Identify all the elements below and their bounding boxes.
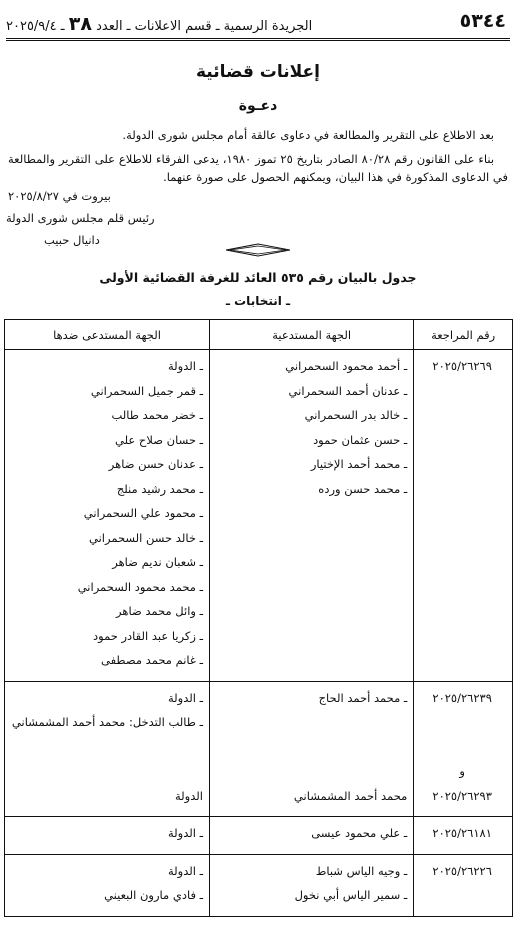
table-row [5,854,513,916]
applicant-name: ـ أحمد محمود السحمراني [285,359,408,373]
case-number [418,712,506,737]
cell-applicants [209,350,413,682]
respondent-name: ـ قمر جميل السحمراني [90,383,203,398]
cell-ref [414,681,513,817]
applicant-name [214,761,407,786]
case-number: ٢٠٢٥/٢٦١٨١ [432,826,492,840]
page-header [6,10,510,36]
respondent-name: ـ محمد رشيد منلج [116,481,203,496]
column-header-ref: رقم المراجعة [414,320,513,350]
case-number [418,885,506,910]
running-title-text: الجريدة الرسمية ـ قسم الاعلانات ـ العدد [96,19,313,34]
applicant-name [214,650,407,675]
applicant-name: ـ سمير الياس أبي نخول [294,888,408,902]
case-number [418,650,506,675]
respondent-name: ـ طالب التدخل: محمد أحمد المشمشاني [11,715,203,729]
respondent-name: ـ الدولة [168,863,203,878]
respondent-name: ـ غانم محمد مصطفى [101,653,203,667]
notice-heading: دعـوة [238,98,278,114]
case-number [418,479,506,504]
respondent-name: ـ فادي مارون البعيني [104,888,203,902]
respondent-name: ـ الدولة [168,826,203,840]
cell-applicants [209,854,413,916]
respondent-name: ـ الدولة [168,690,203,705]
applicant-name: محمد أحمد المشمشاني [293,788,408,803]
case-number [418,454,506,479]
applicant-name: ـ عدنان أحمد السحمراني [288,383,408,398]
signature-role: رئيس قلم مجلس شورى الدولة [6,211,155,225]
respondent-name: ـ الدولة [168,359,203,373]
case-number [418,577,506,602]
ornament-divider [226,243,290,257]
page-number: ٥٣٤٤ [459,10,506,32]
column-header-applicants: الجهة المستدعية [209,320,413,350]
respondent-name: ـ محمد محمود السحمراني [77,579,203,594]
respondent-name [9,761,203,786]
case-number [418,528,506,553]
signature-name: دانيال حبيب [44,233,100,247]
respondent-name: ـ خالد حسن السحمراني [89,530,203,545]
cell-ref [414,817,513,855]
table-title: جدول بالبيان رقم ٥٣٥ العائد للغرفة القضائية الأولى [99,270,417,285]
issue-number: ٣٨ [68,13,92,35]
case-number: ٢٠٢٥/٢٦٢٦٩ [432,359,492,373]
applicant-name [214,737,407,762]
case-number: ٢٠٢٥/٢٦٢٢٦ [432,863,492,878]
applicant-name [214,601,407,626]
respondent-name: ـ محمود علي السحمراني [83,506,203,520]
table-header-row [5,320,513,350]
running-title [6,13,312,35]
case-number [418,405,506,430]
issue-date: ـ ٢٠٢٥/٩/٤ [6,19,65,34]
applicant-name: ـ حسن عثمان حمود [313,432,408,447]
table-row [5,350,513,682]
case-number [418,503,506,528]
table-row [5,817,513,855]
column-header-respondents: الجهة المستدعى ضدها [5,320,210,350]
respondent-name: ـ وائل محمد ضاهر [116,604,203,618]
respondent-name: ـ زكريا عبد القادر حمود [93,628,203,643]
applicant-name: ـ محمد حسن ورده [318,481,408,496]
applicant-name: ـ محمد أحمد الحاج [318,690,408,705]
case-number [418,626,506,651]
applicant-name [214,577,407,602]
cell-respondents [5,817,210,855]
respondent-name [9,737,203,762]
table-row [5,681,513,817]
respondent-name: ـ عدنان حسن ضاهر [108,457,203,471]
respondent-name: ـ خضر محمد طالب [111,408,203,422]
case-number [418,381,506,406]
applicant-name [214,626,407,651]
notice-paragraph-1: بعد الاطلاع على التقرير والمطالعة في دعاوى عالقة أمام مجلس شورى الدولة. [122,128,494,142]
cell-ref [414,350,513,682]
cell-ref [414,854,513,916]
cell-respondents [5,350,210,682]
signature-date: بيروت في ٢٠٢٥/٨/٢٧ [8,189,111,203]
cell-applicants [209,681,413,817]
cell-respondents [5,854,210,916]
respondent-name: ـ حسان صلاح علي [115,432,203,447]
section-title: إعلانات قضائية [195,62,320,82]
case-number: ٢٠٢٥/٢٦٢٩٣ [432,788,492,803]
cases-table [4,319,513,917]
respondent-name: ـ شعبان نديم ضاهر [112,555,203,569]
applicant-name [214,503,407,528]
applicant-name [214,552,407,577]
case-number [418,430,506,455]
applicant-name [214,528,407,553]
applicant-name: ـ علي محمود عيسى [311,826,408,840]
case-number [418,552,506,577]
case-number: و [459,764,465,778]
case-number: ٢٠٢٥/٢٦٢٣٩ [432,690,492,705]
table-subtitle: ـ انتخابات ـ [225,294,291,308]
applicant-name: ـ محمد أحمد الإختيار [310,457,408,471]
applicant-name: ـ وجيه الياس شباط [315,863,408,878]
applicant-name: ـ خالد بدر السحمراني [304,408,408,422]
header-rule [6,38,510,41]
notice-paragraph-2: بناء على القانون رقم ٨٠/٢٨ الصادر بتاريخ ٢٥ تموز ١٩٨٠، يدعى الفرقاء للاطلاع على التقرير والمطالعة في الدعاوى المذكورة في هذا البيان، ويمكنهم الحصول على صورة عنهما. [8,152,508,184]
case-number [418,601,506,626]
respondent-name: الدولة [175,788,203,803]
cell-respondents [5,681,210,817]
applicant-name [214,712,407,737]
case-number [418,737,506,762]
cell-applicants [209,817,413,855]
